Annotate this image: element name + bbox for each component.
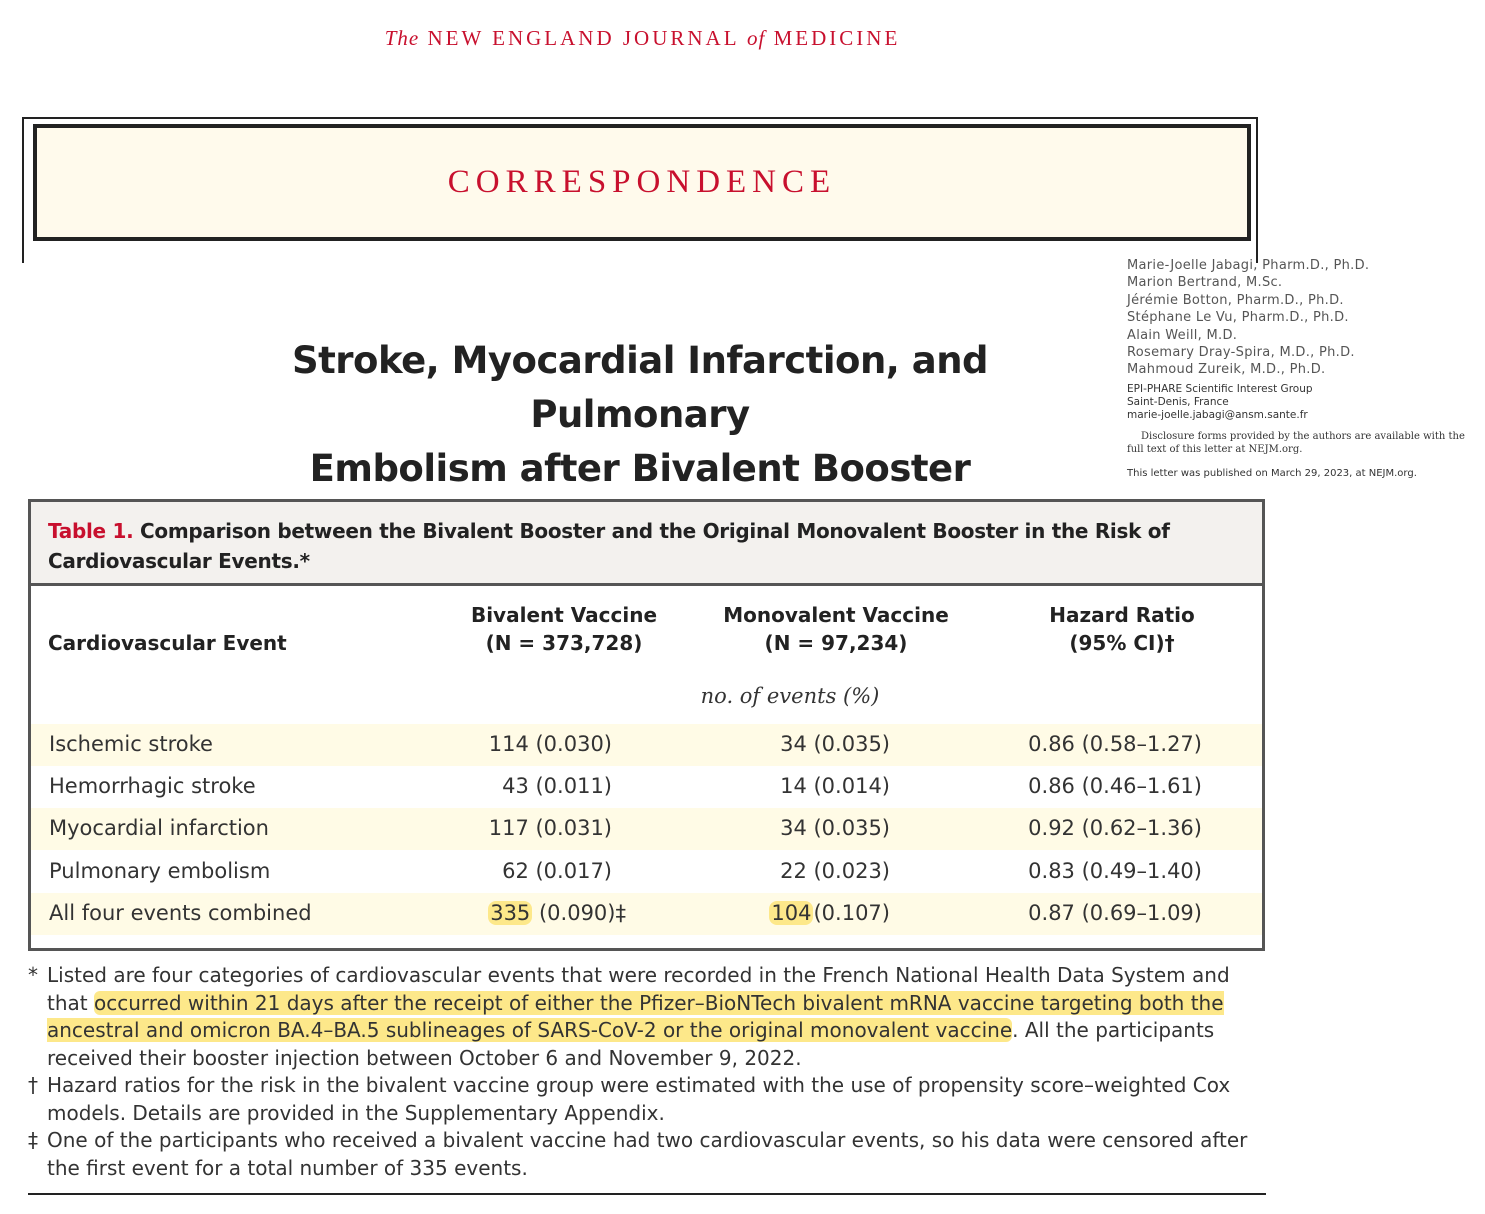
cell-bivalent: 117 (0.031) <box>488 816 612 840</box>
table-caption-text: Comparison between the Bivalent Booster and the Original Monovalent Booster in the Risk of Cardiovascular Events.* <box>48 519 1170 573</box>
footnote-double-dagger <box>28 1127 1268 1182</box>
cell-monovalent-rest: (0.107) <box>813 901 890 925</box>
author-name: Marie-Joelle Jabagi, Pharm.D., Ph.D. <box>1127 258 1370 273</box>
article-title-line1: Stroke, Myocardial Infarction, and Pulmonary <box>291 339 989 436</box>
section-title: CORRESPONDENCE <box>447 164 837 200</box>
cell-hazard-ratio: 0.86 (0.46–1.61) <box>1028 774 1202 798</box>
footnote-text: . All the participants received their booster injection between October 6 and November 9, 2022. <box>47 1018 1215 1070</box>
publication-note: This letter was published on March 29, 2023, at NEJM.org. <box>1127 467 1417 479</box>
author-block <box>1127 257 1477 479</box>
header-monovalent <box>696 601 976 657</box>
disclosure-note: Disclosure forms provided by the authors are available with the full text of this letter at NEJM.org. <box>1127 430 1465 455</box>
cell-monovalent: 34 (0.035) <box>780 732 890 756</box>
cell-hazard-ratio: 0.87 (0.69–1.09) <box>1028 901 1202 925</box>
cell-event: Myocardial infarction <box>49 816 269 840</box>
table-row <box>31 893 1262 935</box>
article-title-line2: Embolism after Bivalent Booster <box>309 447 971 490</box>
cell-monovalent: 34 (0.035) <box>780 816 890 840</box>
journal-masthead <box>0 26 1285 51</box>
header-hr-ci: (95% CI)† <box>1069 631 1175 655</box>
cell-event: Ischemic stroke <box>49 732 213 756</box>
footnote-text: Listed are four categories of cardiovascular events that were recorded in the French National Health Data System and that <box>47 963 1230 1015</box>
author-name: Mahmoud Zureik, M.D., Ph.D. <box>1127 362 1326 378</box>
author-name: Alain Weill, M.D. <box>1127 327 1238 343</box>
author-name: Stéphane Le Vu, Pharm.D., Ph.D. <box>1127 310 1349 326</box>
affiliation-email[interactable]: marie-joelle.jabagi@ansm.sante.fr <box>1127 408 1308 421</box>
header-monovalent-n: (N = 97,234) <box>764 631 908 655</box>
table-row <box>31 851 1262 893</box>
header-monovalent-name: Monovalent Vaccine <box>723 603 949 627</box>
cell-bivalent <box>488 901 626 925</box>
cell-event: Hemorrhagic stroke <box>49 774 256 798</box>
cell-event: All four events combined <box>49 901 312 925</box>
footnote-dagger <box>28 1072 1268 1127</box>
table-row <box>31 766 1262 808</box>
footnote-symbol: † <box>28 1073 38 1097</box>
cell-monovalent <box>769 901 890 925</box>
header-hazard-ratio <box>982 601 1262 657</box>
table-row <box>31 808 1262 850</box>
bottom-rule <box>28 1193 1266 1195</box>
highlighted-value: 335 <box>490 901 531 925</box>
author-name: Marion Bertrand, M.Sc. <box>1127 275 1283 291</box>
header-event: Cardiovascular Event <box>48 631 287 655</box>
author-name: Jérémie Botton, Pharm.D., Ph.D. <box>1127 292 1344 308</box>
footnote-symbol: ‡ <box>28 1128 38 1152</box>
highlighted-value: 104 <box>771 901 812 925</box>
cell-monovalent: 22 (0.023) <box>780 859 890 883</box>
header-bivalent <box>424 601 704 657</box>
table-footnotes <box>28 962 1268 1182</box>
footnote-text: One of the participants who received a bivalent vaccine had two cardiovascular events, so his data were censored after the first event for a total number of 335 events. <box>47 1128 1248 1180</box>
footnote-star <box>28 962 1268 1072</box>
cell-hazard-ratio: 0.92 (0.62–1.36) <box>1028 816 1202 840</box>
cell-bivalent: 114 (0.030) <box>488 732 612 756</box>
affiliation-location: Saint-Denis, France <box>1127 395 1229 408</box>
cell-monovalent: 14 (0.014) <box>780 774 890 798</box>
cell-bivalent-rest: (0.090)‡ <box>538 901 626 925</box>
header-bivalent-n: (N = 373,728) <box>485 631 643 655</box>
footnote-text: Hazard ratios for the risk in the bivalent vaccine group were estimated with the use of propensity score–weighted Cox models. Details are provided in the Supplementary Appendix. <box>47 1073 1231 1125</box>
header-bivalent-name: Bivalent Vaccine <box>470 603 658 627</box>
section-banner <box>33 124 1251 241</box>
highlighted-text: occurred within 21 days after the receipt of either the Pfizer–BioNTech bivalent mRNA vaccine targeting both the ancestral and omicron BA.4–BA.5 sublineages of SARS-CoV-2 or the original monovalent vaccine <box>47 990 1224 1042</box>
journal-suffix: MEDICINE <box>773 26 901 50</box>
article-title <box>180 334 1100 496</box>
header-hr-name: Hazard Ratio <box>1049 603 1195 627</box>
table-row <box>31 724 1262 766</box>
table-unit-label: no. of events (%) <box>700 684 880 708</box>
cell-event: Pulmonary embolism <box>49 859 271 883</box>
cell-hazard-ratio: 0.83 (0.49–1.40) <box>1028 859 1202 883</box>
journal-prefix: The <box>384 26 420 50</box>
cell-bivalent: 62 (0.017) <box>502 859 612 883</box>
journal-name: NEW ENGLAND JOURNAL <box>427 26 739 50</box>
footnote-symbol: * <box>28 963 38 987</box>
affiliation-group: EPI-PHARE Scientific Interest Group <box>1127 382 1313 395</box>
table-label: Table 1. <box>48 519 134 543</box>
author-name: Rosemary Dray-Spira, M.D., Ph.D. <box>1127 345 1355 361</box>
cell-bivalent: 43 (0.011) <box>502 774 612 798</box>
cell-hazard-ratio: 0.86 (0.58–1.27) <box>1028 732 1202 756</box>
table-caption <box>31 502 1262 586</box>
journal-of: of <box>747 26 766 50</box>
